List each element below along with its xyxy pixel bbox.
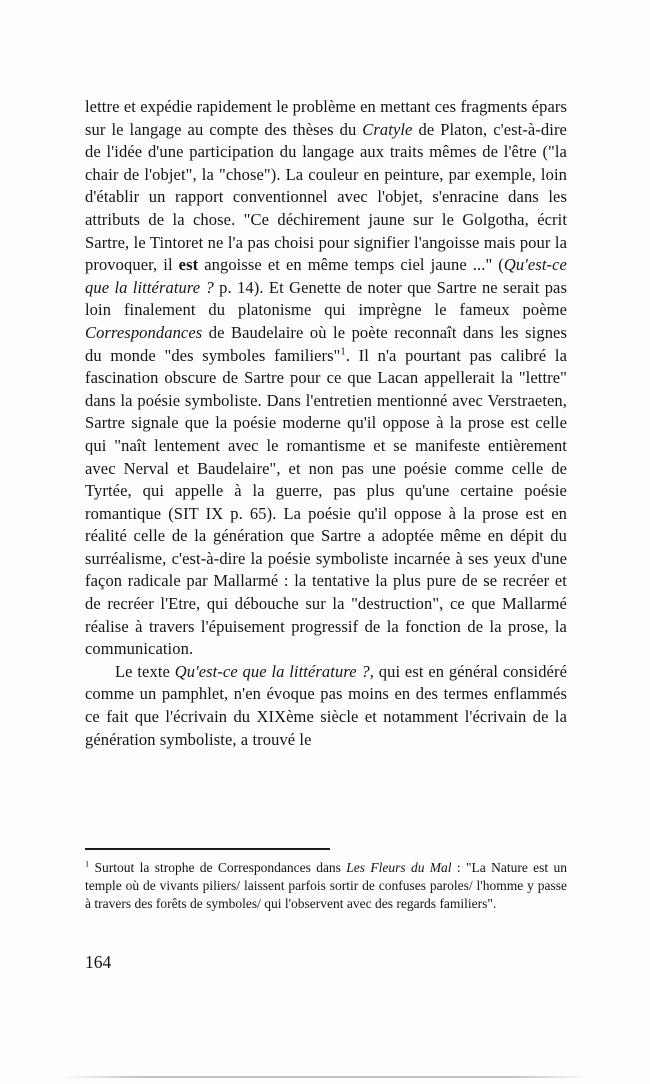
page-edge-shadow <box>62 1076 590 1078</box>
text-segment: de Baudelaire où le poète reconnaît dans les signes du monde "des symboles familiers" <box>85 322 567 365</box>
body-text <box>85 96 567 751</box>
text-segment: Les Fleurs du Mal <box>346 860 452 875</box>
text-segment: : "La Nature est un temple où de vivants piliers/ laissent parfois sortir de confuses paroles/ l'homme y passe à travers des forêts de symboles/ qui l'observent avec des regards familiers". <box>85 860 567 912</box>
paragraph <box>85 661 567 751</box>
page-number: 164 <box>85 952 112 972</box>
text-segment: Le texte <box>115 661 175 681</box>
text-segment: est <box>178 255 199 275</box>
text-segment: lettre et expédie rapidement le problème en mettant ces fragments épars sur le langage au compte des thèses du <box>85 97 567 139</box>
text-segment: Qu'est-ce que la littérature ? <box>85 255 567 297</box>
text-segment: qui est en général considéré comme un pamphlet, n'en évoque pas moins en des termes enflammés ce fait que l'écrivain du XIXème siècle et notamment l'écrivain de la génération symboliste, a trouvé le <box>85 661 568 749</box>
footnote-separator <box>85 848 330 850</box>
text-segment: de Platon, c'est-à-dire de l'idée d'une participation du langage aux traits mêmes de l'être ("la chair de l'objet", la "chose"). La couleur en peinture, par exemple, loin d'établir un rapport conventionnel avec l'objet, s'enracine dans les attributs de la chose. "Ce déchirement jaune sur le Golgotha, écrit Sartre, le Tintoret ne l'a pas choisi pour signifier l'angoisse mais pour la provoquer, il <box>85 119 567 275</box>
text-segment: Correspondances <box>85 322 203 342</box>
footnote-reference-marker: 1 <box>85 859 90 869</box>
footnote-block <box>85 848 567 914</box>
footnote-text <box>85 859 567 914</box>
text-segment: Surtout la strophe de Correspondances dans <box>89 860 347 875</box>
text-segment: . Il n'a pourtant pas calibré la fascination obscure de Sartre pour ce que Lacan appellerait la "lettre" dans la poésie symboliste. Dans l'entretien mentionné avec Verstraeten, Sartre signale que la poésie moderne qu'il oppose à la prose est celle qui "naît lentement avec le romantisme et se manifeste entièrement avec Nerval et Baudelaire", et non pas une poésie comme celle de Tyrtée, qui appelle à la guerre, pas plus qu'une certaine poésie romantique (SIT IX p. 65). La poésie qu'il oppose à la prose est en réalité celle de la génération que Sartre a adoptée même en dépit du surréalisme, c'est-à-dire la poésie symboliste incarnée à ses yeux d'une façon radicale par Mallarmé : la tentative la plus pure de se recréer et de recréer l'Etre, qui débouche sur la "destruction", ce que Mallarmé réalise à travers l'épuisement progressif de la fonction de la prose, la communication. <box>85 345 567 659</box>
text-segment: Cratyle <box>362 119 413 139</box>
footnote-reference-marker: 1 <box>340 346 346 358</box>
text-segment: Qu'est-ce que la littérature ?, <box>174 661 374 681</box>
text-segment: p. 14). Et Genette de noter que Sartre ne serait pas loin finalement du platonisme qui imprègne le fameux poème <box>85 277 567 320</box>
paragraph <box>85 96 567 661</box>
text-segment: angoisse et en même temps ciel jaune ..." ( <box>198 255 504 275</box>
